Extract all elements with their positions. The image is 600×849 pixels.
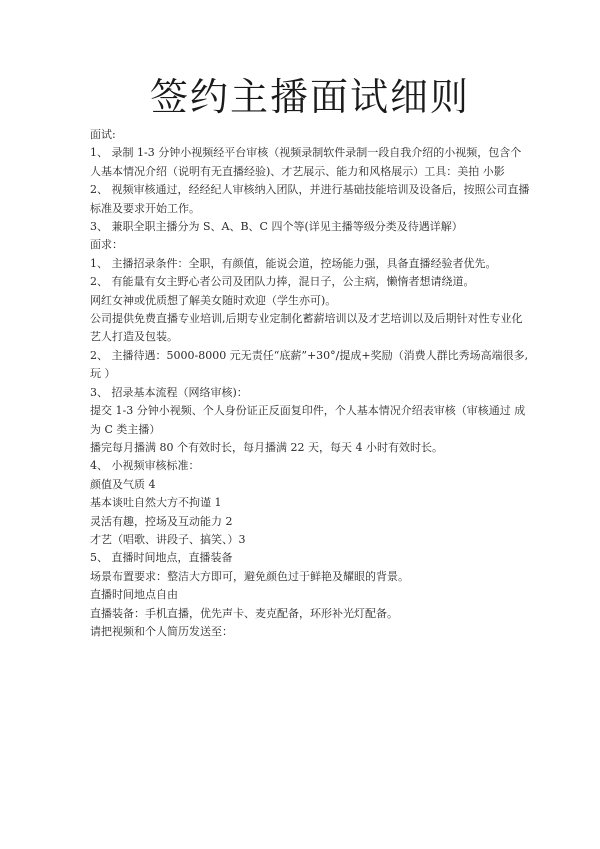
- body-line: 2、 主播待遇：5000-8000 元无责任“底薪”+30°/提成+奖励（消费人群比秀场高端很多,玩 ）: [90, 348, 529, 381]
- body-line: 2、 视频审核通过，经经纪人审核纳入团队，并进行基础技能培训及设备后，按照公司直播标准及要求开始工作。: [90, 183, 530, 215]
- body-line: 4、 小视频审核标准：: [90, 459, 200, 473]
- body-line: 灵活有趣，控场及互动能力 2: [90, 514, 233, 528]
- body-line: 5、 直播时间地点，直播装备: [90, 551, 233, 565]
- body-line: 直播装备：手机直播，优先声卡、麦克配备，环形补光灯配备。: [90, 606, 398, 620]
- body-line: 3、 兼职全职主播分为 S、A、B、C 四个等(详见主播等级分类及待遇详解）: [90, 220, 463, 234]
- body-line: 才艺（唱歌、讲段子、搞笑、）3: [90, 532, 246, 546]
- body-line: 面试:: [90, 128, 116, 141]
- body-line: 播完每月播满 80 个有效时长，每月播满 22 天，每天 4 小时有效时长。: [90, 440, 443, 454]
- body-line: 公司提供免费直播专业培训,后期专业定制化蓄薪培训以及才艺培训以及后期针对性专业化艺人打造及包装。: [90, 312, 523, 344]
- body-line: 场景布置要求：整洁大方即可，避免颜色过于鲜艳及耀眼的背景。: [90, 569, 409, 583]
- body-line: 直播时间地点自由: [90, 588, 178, 602]
- body-line: 请把视频和个人简历发送至：: [90, 624, 233, 638]
- body-line: 提交 1-3 分钟小视频、个人身份证正反面复印件，个人基本情况介绍表审核（审核通过 成为 C 类主播）: [90, 404, 526, 436]
- body-line: 2、 有能量有女主野心者公司及团队力捧，混日子，公主病，懒惰者想请绕道。: [90, 275, 475, 289]
- body-line: 颜值及气质 4: [90, 477, 156, 491]
- body-line: 基本谈吐自然大方不拘谨 1: [90, 496, 222, 510]
- body-line: 3、 招录基本流程（网络审核)：: [90, 385, 248, 399]
- document-body: [90, 126, 530, 641]
- body-line: 网红女神或优质想了解美女随时欢迎（学生亦可)。: [90, 293, 337, 307]
- body-line: 面求：: [90, 238, 123, 252]
- body-line: 1、 录制 1-3 分钟小视频经平台审核（视频录制软件录制一段自我介绍的小视频，包含个人基本情况介绍（说明有无直播经验)、才艺展示、能力和风格展示）工具：美拍 小影: [90, 146, 522, 178]
- document-title: 签约主播面试细则: [149, 75, 470, 119]
- body-line: 1、 主播招录条件：全职，有颜值，能说会道，控场能力强，具备直播经验者优先。: [90, 256, 497, 270]
